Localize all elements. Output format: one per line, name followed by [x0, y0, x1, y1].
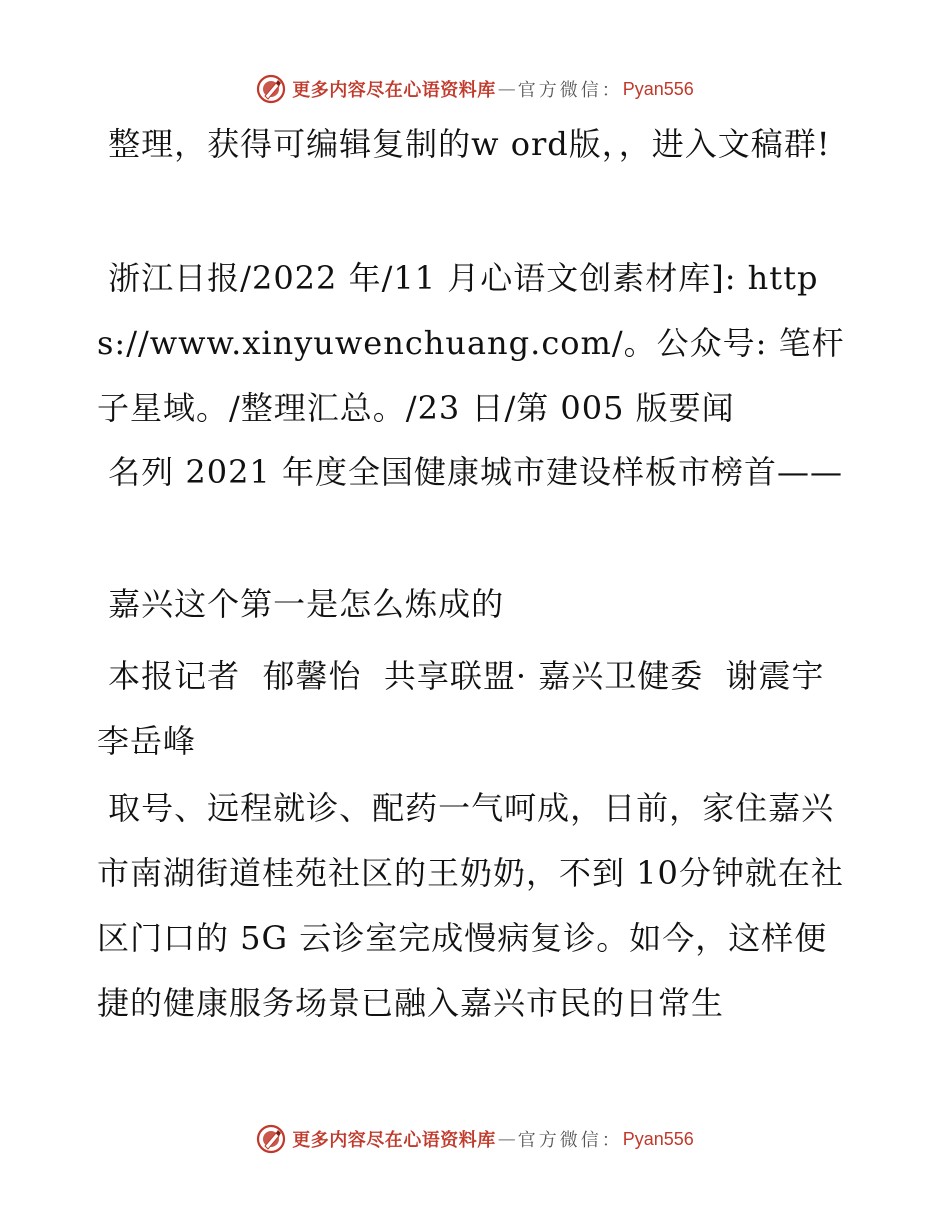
paragraph-intro: 整理，获得可编辑复制的w ord版，，进入文稿群! — [97, 125, 831, 163]
banner-dash: — — [497, 78, 516, 100]
footer-banner — [0, 1122, 950, 1156]
banner-wechat-label: 官方微信： — [517, 1130, 623, 1151]
banner-wechat-label: 官方微信： — [517, 80, 623, 101]
banner-wechat-id: Pyan556 — [622, 78, 694, 99]
pen-logo-icon — [256, 1124, 286, 1154]
pen-logo-icon — [256, 74, 286, 104]
paragraph-source: 浙江日报/2022 年/11 月心语文创素材库]: https://www.xinyuwenchuang.com/。公众号: 笔杆子星域。/整理汇总。/23 日/第 005 版要闻 — [97, 259, 845, 427]
article-subheadline: 嘉兴这个第一是怎么炼成的 — [97, 585, 505, 623]
banner-main-text: 更多内容尽在心语资料库 — [292, 80, 496, 101]
banner-wechat-id: Pyan556 — [622, 1128, 694, 1149]
article-byline: 本报记者 郁馨怡 共享联盟· 嘉兴卫健委 谢震宇 李岳峰 — [97, 657, 847, 760]
article-headline: 名列 2021 年度全国健康城市建设样板市榜首—— — [97, 453, 843, 491]
header-banner — [0, 72, 950, 106]
banner-main-text: 更多内容尽在心语资料库 — [292, 1130, 496, 1151]
article-body-paragraph: 取号、远程就诊、配药一气呵成，日前，家住嘉兴市南湖街道桂苑社区的王奶奶，不到 10分钟就在社区门口的 5G 云诊室完成慢病复诊。如今，这样便捷的健康服务场景已融入嘉兴市民的日常生 — [97, 789, 844, 1022]
banner-dash: — — [497, 1128, 516, 1150]
